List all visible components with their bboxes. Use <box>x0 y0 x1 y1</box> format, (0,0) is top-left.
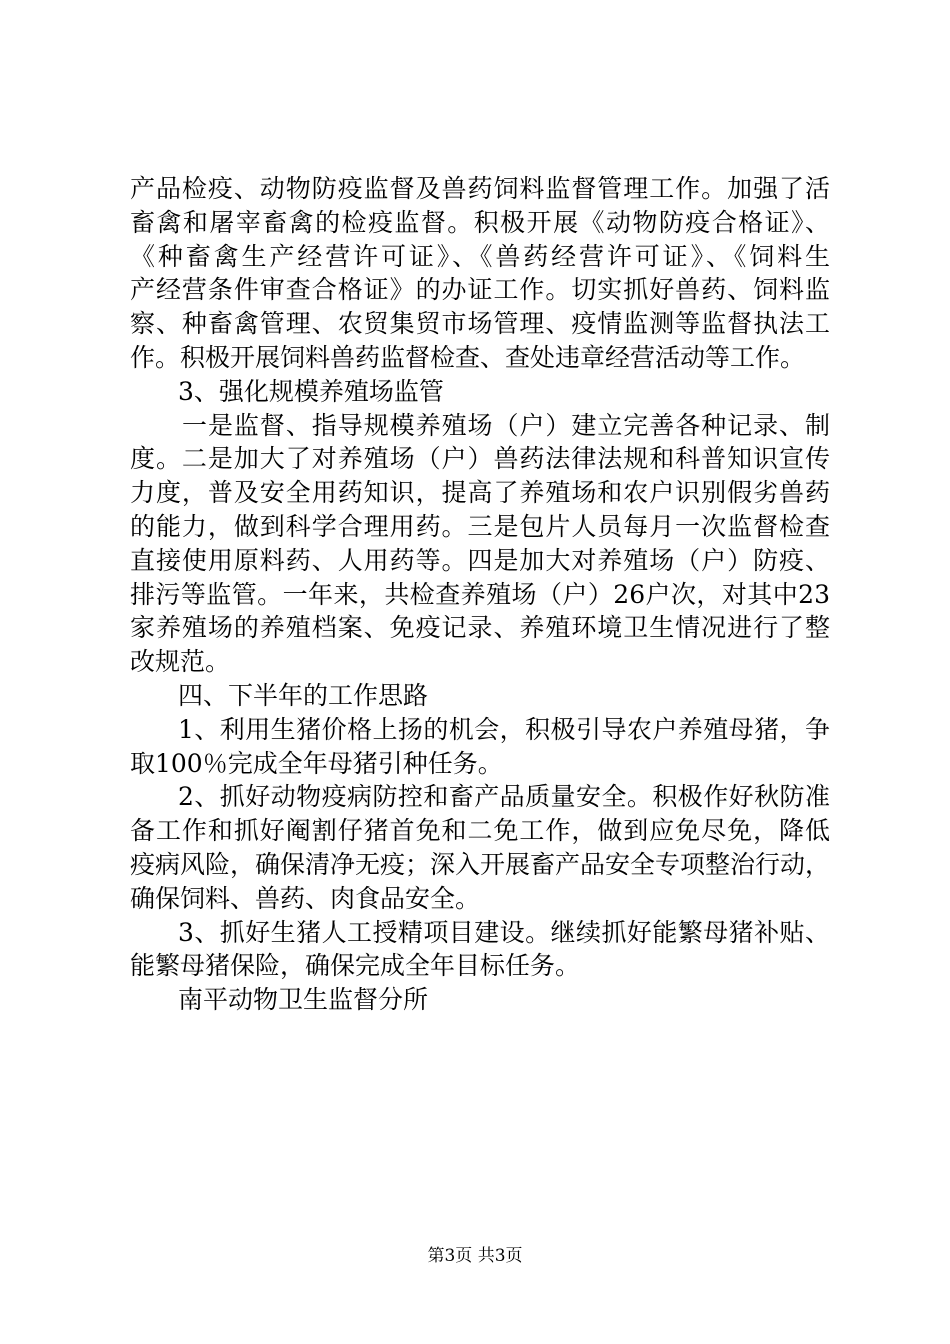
text-line: 一是监督、指导规模养殖场（户）建立完善各种记录、制 <box>182 410 830 440</box>
text-line: 《种畜禽生产经营许可证》、《兽药经营许可证》、《饲料生 <box>130 241 830 271</box>
text-line: 改规范。 <box>130 647 231 677</box>
text-line: 能繁母猪保险，确保完成全年目标任务。 <box>130 951 581 981</box>
signature-organization: 南平动物卫生监督分所 <box>178 985 429 1015</box>
text-line: 作。积极开展饲料兽药监督检查、查处违章经营活动等工作。 <box>130 342 806 372</box>
text-line: 畜禽和屠宰畜禽的检疫监督。积极开展《动物防疫合格证》、 <box>130 207 830 237</box>
text-line: 的能力，做到科学合理用药。三是包片人员每月一次监督检查 <box>130 511 830 541</box>
section-heading: 3、强化规模养殖场监管 <box>178 376 444 406</box>
page-number-footer: 第3页 共3页 <box>427 1246 523 1266</box>
document-body <box>130 172 830 1017</box>
text-line: 确保饲料、兽药、肉食品安全。 <box>130 883 481 913</box>
text-line: 产品检疫、动物防疫监督及兽药饲料监督管理工作。加强了活 <box>130 174 830 203</box>
text-line: 2、抓好动物疫病防控和畜产品质量安全。积极作好秋防准 <box>178 782 830 812</box>
text-line: 取100％完成全年母猪引种任务。 <box>130 748 503 778</box>
text-line: 家养殖场的养殖档案、免疫记录、养殖环境卫生情况进行了整 <box>130 613 830 643</box>
text-line: 察、种畜禽管理、农贸集贸市场管理、疫情监测等监督执法工 <box>130 309 830 339</box>
text-line: 疫病风险，确保清净无疫；深入开展畜产品安全专项整治行动， <box>130 849 831 879</box>
text-line: 3、抓好生猪人工授精项目建设。继续抓好能繁母猪补贴、 <box>178 917 830 947</box>
section-heading: 四、下半年的工作思路 <box>178 680 429 710</box>
text-line: 直接使用原料药、人用药等。四是加大对养殖场（户）防疫、 <box>130 545 830 575</box>
text-line: 1、利用生猪价格上扬的机会，积极引导农户养殖母猪，争 <box>178 714 830 744</box>
text-line: 产经营条件审查合格证》的办证工作。切实抓好兽药、饲料监 <box>130 275 830 305</box>
text-line: 力度，普及安全用药知识，提高了养殖场和农户识别假劣兽药 <box>130 478 830 508</box>
text-line: 备工作和抓好阉割仔猪首免和二免工作，做到应免尽免，降低 <box>130 816 830 846</box>
text-line: 排污等监管。一年来，共检查养殖场（户）26户次，对其中23 <box>130 579 830 609</box>
text-line: 度。二是加大了对养殖场（户）兽药法律法规和科普知识宣传 <box>130 444 830 474</box>
